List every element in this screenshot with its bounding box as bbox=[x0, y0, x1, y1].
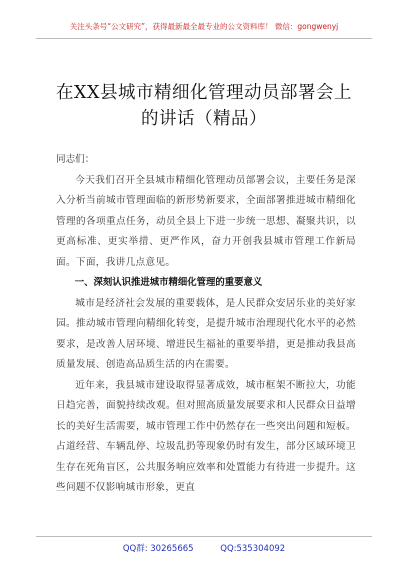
title-line-1: 在XX县城市精细化管理动员部署会上 bbox=[56, 83, 352, 103]
title-line-2: 的讲话（精品） bbox=[141, 109, 267, 129]
qq-number: QQ:535304092 bbox=[220, 544, 286, 554]
intro-paragraph: 今天我们召开全县城市精细化管理动员部署会议，主要任务是深入分析当前城市管理面临的新形势新要求，全面部署推进城市精细化管理的各项重点任务，动员全县上下进一步统一思想、凝聚共识，以更高标准、更实举措、更严作风，奋力开创我县城市管理工作新局面。下面，我讲几点意见。 bbox=[56, 174, 356, 268]
document-title bbox=[40, 80, 368, 132]
salutation: 同志们： bbox=[56, 154, 95, 165]
section-paragraph: 城市是经济社会发展的重要载体，是人民群众安居乐业的美好家园。推动城市管理向精细化转变，是提升城市治理现代化水平的必然要求，是改善人居环境、增进民生福祉的重要举措，更是推动我县高质量发展、创造高品质生活的内在需要。 bbox=[56, 297, 356, 370]
contact-footer bbox=[36, 536, 372, 561]
section-paragraph: 近年来，我县城市建设取得显著成效，城市框架不断拉大，功能日趋完善，面貌持续改观。但对照高质量发展要求和人民群众日益增长的美好生活需要，城市管理工作中仍然存在一些突出问题和短板。占道经营、车辆乱停、垃圾乱扔等现象仍时有发生，部分区域环境卫生存在死角盲区，公共服务响应效率和处置能力有待进一步提升。这些问题不仅影响城市形象，更直 bbox=[56, 379, 356, 493]
document-body bbox=[56, 150, 356, 499]
section-heading: 一、深刻认识推进城市精细化管理的重要意义 bbox=[74, 277, 263, 288]
promo-banner: 关注头条号“公文研究”，获得最新最全最专业的公文资料库！ 微信：gongwenyj bbox=[36, 16, 372, 39]
qq-group-number: QQ群: 30265665 bbox=[122, 544, 194, 554]
